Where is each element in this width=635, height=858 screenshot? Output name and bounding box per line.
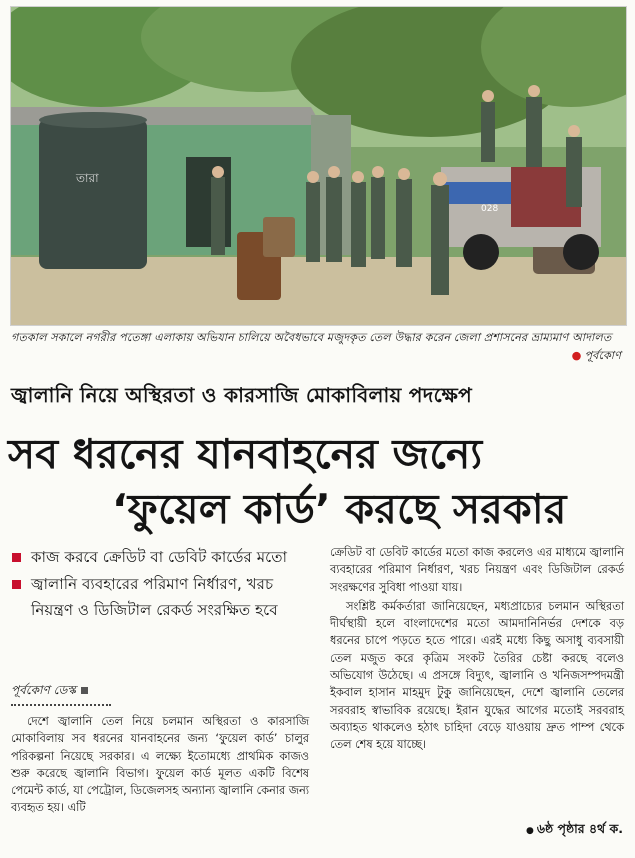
circle-bullet-icon: ● — [525, 826, 534, 836]
square-icon — [81, 687, 88, 694]
article-column-left — [11, 713, 309, 817]
byline — [11, 682, 88, 702]
photo-caption — [11, 330, 623, 362]
bullet-item — [11, 544, 311, 570]
continued-on-link[interactable] — [526, 821, 623, 841]
caption-text: গতকাল সকালে নগরীর পতেঙ্গা এলাকায় অভিযান চালিয়ে অবৈধভাবে মজুদকৃত তেল উদ্ধার করেন জেলা প্রশাসনের ভ্রাম্যমাণ আদালত — [11, 331, 612, 344]
bullet-text: কাজ করবে ক্রেডিট বা ডেবিট কার্ডের মতো — [31, 548, 288, 566]
photo-credit — [572, 348, 621, 364]
divider — [11, 704, 111, 706]
headline-line-2: ‘ফুয়েল কার্ড’ করছে সরকার — [112, 485, 567, 533]
highlight-bullets — [11, 544, 311, 624]
photo-credit-label: পূর্বকোণ — [584, 349, 621, 362]
bullet-dot-icon: ● — [571, 349, 582, 362]
headline-line-1: সব ধরনের যানবাহনের জন্যে — [8, 430, 483, 478]
article-column-right — [330, 544, 624, 754]
paragraph: দেশে জ্বালানি তেল নিয়ে চলমান অস্থিরতা ও কারসাজি মোকাবিলায় সব ধরনের যানবাহনের জন্য ‘ফুয়েল কার্ড’ চালুর পরিকল্পনা নিয়েছে সরকার। এ লক্ষ্যে ইতোমধ্যে প্রাথমিক কাজও শুরু করেছে জ্বালানি বিভাগ। ফুয়েল কার্ড মূলত একটি বিশেষ পেমেন্ট কার্ড, যা পেট্রোল, ডিজেলসহ অন্যান্য জ্বালানি কেনার জন্য ব্যবহৃত হয়। এটি — [11, 715, 309, 815]
bullet-item — [11, 571, 311, 623]
bullet-square-icon — [12, 580, 21, 589]
kicker: জ্বালানি নিয়ে অস্থিরতা ও কারসাজি মোকাবিলায় পদক্ষেপ — [11, 383, 472, 407]
tank-label: তারা — [76, 171, 99, 185]
byline-text: পূর্বকোণ ডেস্ক — [11, 683, 76, 697]
paragraph: ক্রেডিট বা ডেবিট কার্ডের মতো কাজ করলেও এর মাধ্যমে জ্বালানি ব্যবহারের পরিমাণ নির্ধারণ, খরচ নিয়ন্ত্রণ এবং ডিজিটাল রেকর্ড সংরক্ষণের সুবিধা পাওয়া যায়। — [330, 546, 624, 594]
paragraph: সংশ্লিষ্ট কর্মকর্তারা জানিয়েছেন, মধ্যপ্রাচ্যের চলমান অস্থিরতা দীর্ঘস্থায়ী হলে বাংলাদেশের মতো আমদানিনির্ভর দেশকে বড় ধরনের চাপে পড়তে হতে পারে। এরই মধ্যে কিছু অসাধু ব্যবসায়ী তেল মজুত করে কৃত্রিম সংকট তৈরির চেষ্টা করছে বলেও অভিযোগ উঠেছে। এ প্রসঙ্গে বিদ্যুৎ, জ্বালানি ও খনিজসম্পদমন্ত্রী ইকবাল হাসান মাহমুদ টুকু জানিয়েছেন, দেশে জ্বালানি তেলের সরবরাহ স্বাভাবিক রয়েছে। ইরান যুদ্ধের আগের মতোই সরবরাহ অব্যাহত থাকলেও হঠাৎ চাহিদা বেড়ে যাওয়ায় দ্রুত পাম্প থেকে তেল শেষ হয়ে যাচ্ছে। — [330, 599, 624, 752]
truck-plate: 028 — [481, 204, 499, 214]
continued-on-label: ৬ষ্ঠ পৃষ্ঠার ৪র্থ ক. — [536, 821, 623, 836]
bullet-text: জ্বালানি ব্যবহারের পরিমাণ নির্ধারণ, খরচ নিয়ন্ত্রণ ও ডিজিটাল রেকর্ড সংরক্ষিত হবে — [31, 575, 278, 619]
bullet-square-icon — [12, 553, 21, 562]
news-photo — [10, 6, 627, 326]
